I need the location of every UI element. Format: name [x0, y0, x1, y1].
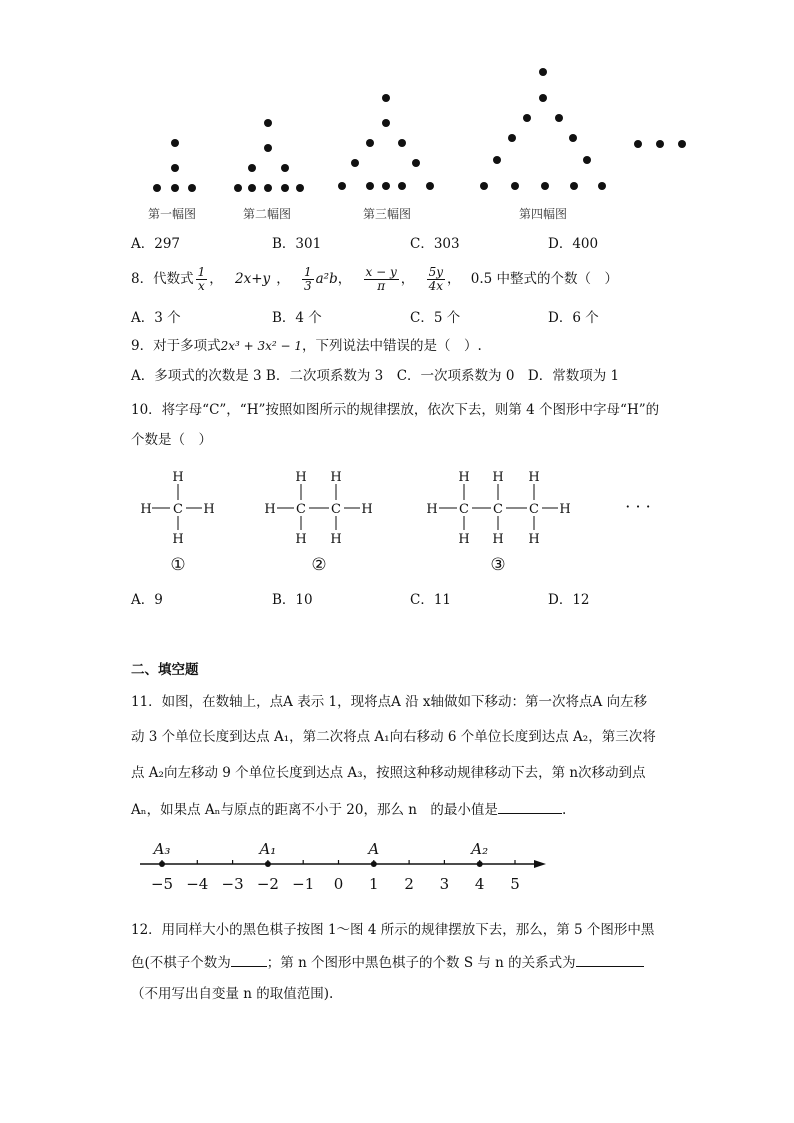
- atom-h: H: [140, 502, 152, 517]
- q11-text: Aₙ，如果点 Aₙ与原点的距离不小于 20，那么 n 的最小值是: [131, 802, 498, 818]
- atom-h: H: [203, 502, 215, 517]
- question-9: [131, 336, 482, 356]
- atom-h: H: [426, 502, 438, 517]
- section-heading: 二、填空题: [131, 662, 199, 678]
- question-11-line3: 点 A₂向左移动 9 个单位长度到达点 A₃，按照这种移动规律移动下去，第 n次移动到点: [131, 765, 646, 781]
- option-c: C．303: [410, 236, 460, 252]
- atom-h: H: [264, 502, 276, 517]
- figure-caption: 第二幅图: [243, 207, 292, 221]
- q9-options: A．多项式的次数是 3 B．二次项系数为 3 C．一次项系数为 0 D．常数项为 1: [131, 368, 620, 384]
- q12-text-b: ；第 n 个图形中黑色棋子的个数 S 与 n 的关系式为: [266, 955, 576, 971]
- figure-label: ②: [311, 555, 327, 575]
- question-8: 8．代数式 $\frac{1}{x}$ ， 2x+y ， $\frac{1}{3}$ a²b， $\frac{x - y}{\pi}$ ， $\frac{5y}{4x}$ ， 0.5 中整式的个数（ ）: [131, 265, 619, 293]
- atom-h: H: [295, 470, 307, 485]
- atom-c: C: [331, 502, 341, 517]
- question-11-line2: 动 3 个单位长度到达点 A₁，第二次将点 A₁向右移动 6 个单位长度到达点 A₂，第三次将: [131, 729, 656, 745]
- atom-h: H: [492, 470, 504, 485]
- atom-c: C: [296, 502, 306, 517]
- question-12-line2: [131, 953, 644, 973]
- option-a: A．297: [131, 236, 181, 252]
- figure-label: ①: [170, 555, 186, 575]
- option-d: D．12: [548, 592, 590, 608]
- atom-h: H: [330, 470, 342, 485]
- atom-h: H: [330, 532, 342, 547]
- option-a: A．3 个: [131, 310, 181, 326]
- point-label: A: [368, 840, 380, 858]
- answer-blank[interactable]: [576, 966, 644, 967]
- atom-h: H: [361, 502, 373, 517]
- option-d: D．400: [548, 236, 599, 252]
- fraction-4: $\frac{x - y}{\pi}$: [365, 265, 397, 293]
- atom-h: H: [295, 532, 307, 547]
- question-10-line2: 个数是（ ）: [131, 432, 212, 448]
- tick-label: 1: [369, 875, 379, 893]
- q9-polynomial: 2x³ + 3x² − 1: [220, 339, 303, 353]
- atom-h: H: [458, 470, 470, 485]
- question-10-line1: 10．将字母“C”，“H”按照如图所示的规律摆放，依次下去，则第 4 个图形中字母“H”的: [131, 402, 660, 418]
- answer-blank[interactable]: [498, 813, 562, 814]
- tick-label: 0: [333, 875, 344, 893]
- atom-h: H: [458, 532, 470, 547]
- option-d: D．6 个: [548, 310, 599, 326]
- question-11-line1: 11．如图，在数轴上，点A 表示 1，现将点A 沿 x轴做如下移动：第一次将点A 向左移: [131, 694, 648, 710]
- tick-label: 4: [474, 875, 485, 893]
- tick-label: 3: [439, 875, 450, 893]
- tick-label: 5: [510, 875, 520, 893]
- option-b: B．301: [272, 236, 322, 252]
- tick-label: −1: [292, 875, 315, 893]
- point-label: A₁: [259, 840, 277, 858]
- axis-arrow: [534, 860, 546, 868]
- option-c: C．5 个: [410, 310, 461, 326]
- ellipsis: · · ·: [625, 497, 651, 516]
- question-12-line3: （不用写出自变量 n 的取值范围).: [131, 986, 334, 1002]
- tick-label: −4: [186, 875, 209, 893]
- tick-label: −3: [221, 875, 244, 893]
- point-marker: [265, 861, 271, 867]
- q11-period: .: [561, 802, 567, 818]
- option-a: A．9: [131, 592, 163, 608]
- hydrocarbon-figures: [130, 460, 670, 580]
- q9-text-end: ，下列说法中错误的是（ ）.: [302, 338, 482, 354]
- figure-label: ③: [490, 555, 506, 575]
- option-c: C．11: [410, 592, 452, 608]
- tick-label: 2: [404, 875, 414, 893]
- expr-3-tail: a²b: [315, 271, 338, 287]
- fraction-5: $\frac{5y}{4x}$: [428, 265, 443, 293]
- expr-2: 2x+y: [235, 271, 271, 287]
- fraction-1: $\frac{1}{x}$: [197, 265, 206, 293]
- atom-h: H: [492, 532, 504, 547]
- question-12-line1: 12．用同样大小的黑色棋子按图 1～图 4 所示的规律摆放下去，那么，第 5 个图形中黑: [131, 922, 655, 938]
- fraction-3: $\frac{1}{3}$: [303, 265, 312, 293]
- tick-label: −2: [256, 875, 279, 893]
- number-line: [140, 832, 560, 898]
- q12-text: 色(不棋子个数为: [131, 955, 231, 971]
- answer-blank[interactable]: [231, 966, 267, 967]
- q8-prefix: 8．代数式: [131, 271, 194, 287]
- figure-caption: 第一幅图: [148, 207, 197, 221]
- figure-caption: 第三幅图: [363, 207, 412, 221]
- atom-c: C: [173, 502, 183, 517]
- q8-suffix: 0.5 中整式的个数（ ）: [470, 271, 619, 287]
- point-marker: [159, 861, 165, 867]
- q9-text: 9．对于多项式: [131, 338, 221, 354]
- point-label: A₃: [153, 840, 171, 858]
- point-label: A₂: [471, 840, 489, 858]
- tick-label: −5: [150, 875, 174, 893]
- option-b: B．4 个: [272, 310, 322, 326]
- atom-c: C: [493, 502, 503, 517]
- option-b: B．10: [272, 592, 313, 608]
- question-11-line4: [131, 800, 566, 820]
- atom-h: H: [559, 502, 571, 517]
- atom-h: H: [172, 532, 184, 547]
- atom-c: C: [459, 502, 469, 517]
- atom-h: H: [172, 470, 184, 485]
- point-marker: [477, 861, 483, 867]
- atom-h: H: [528, 532, 540, 547]
- atom-c: C: [529, 502, 539, 517]
- point-marker: [371, 861, 377, 867]
- figure-caption: 第四幅图: [519, 207, 568, 221]
- atom-h: H: [528, 470, 540, 485]
